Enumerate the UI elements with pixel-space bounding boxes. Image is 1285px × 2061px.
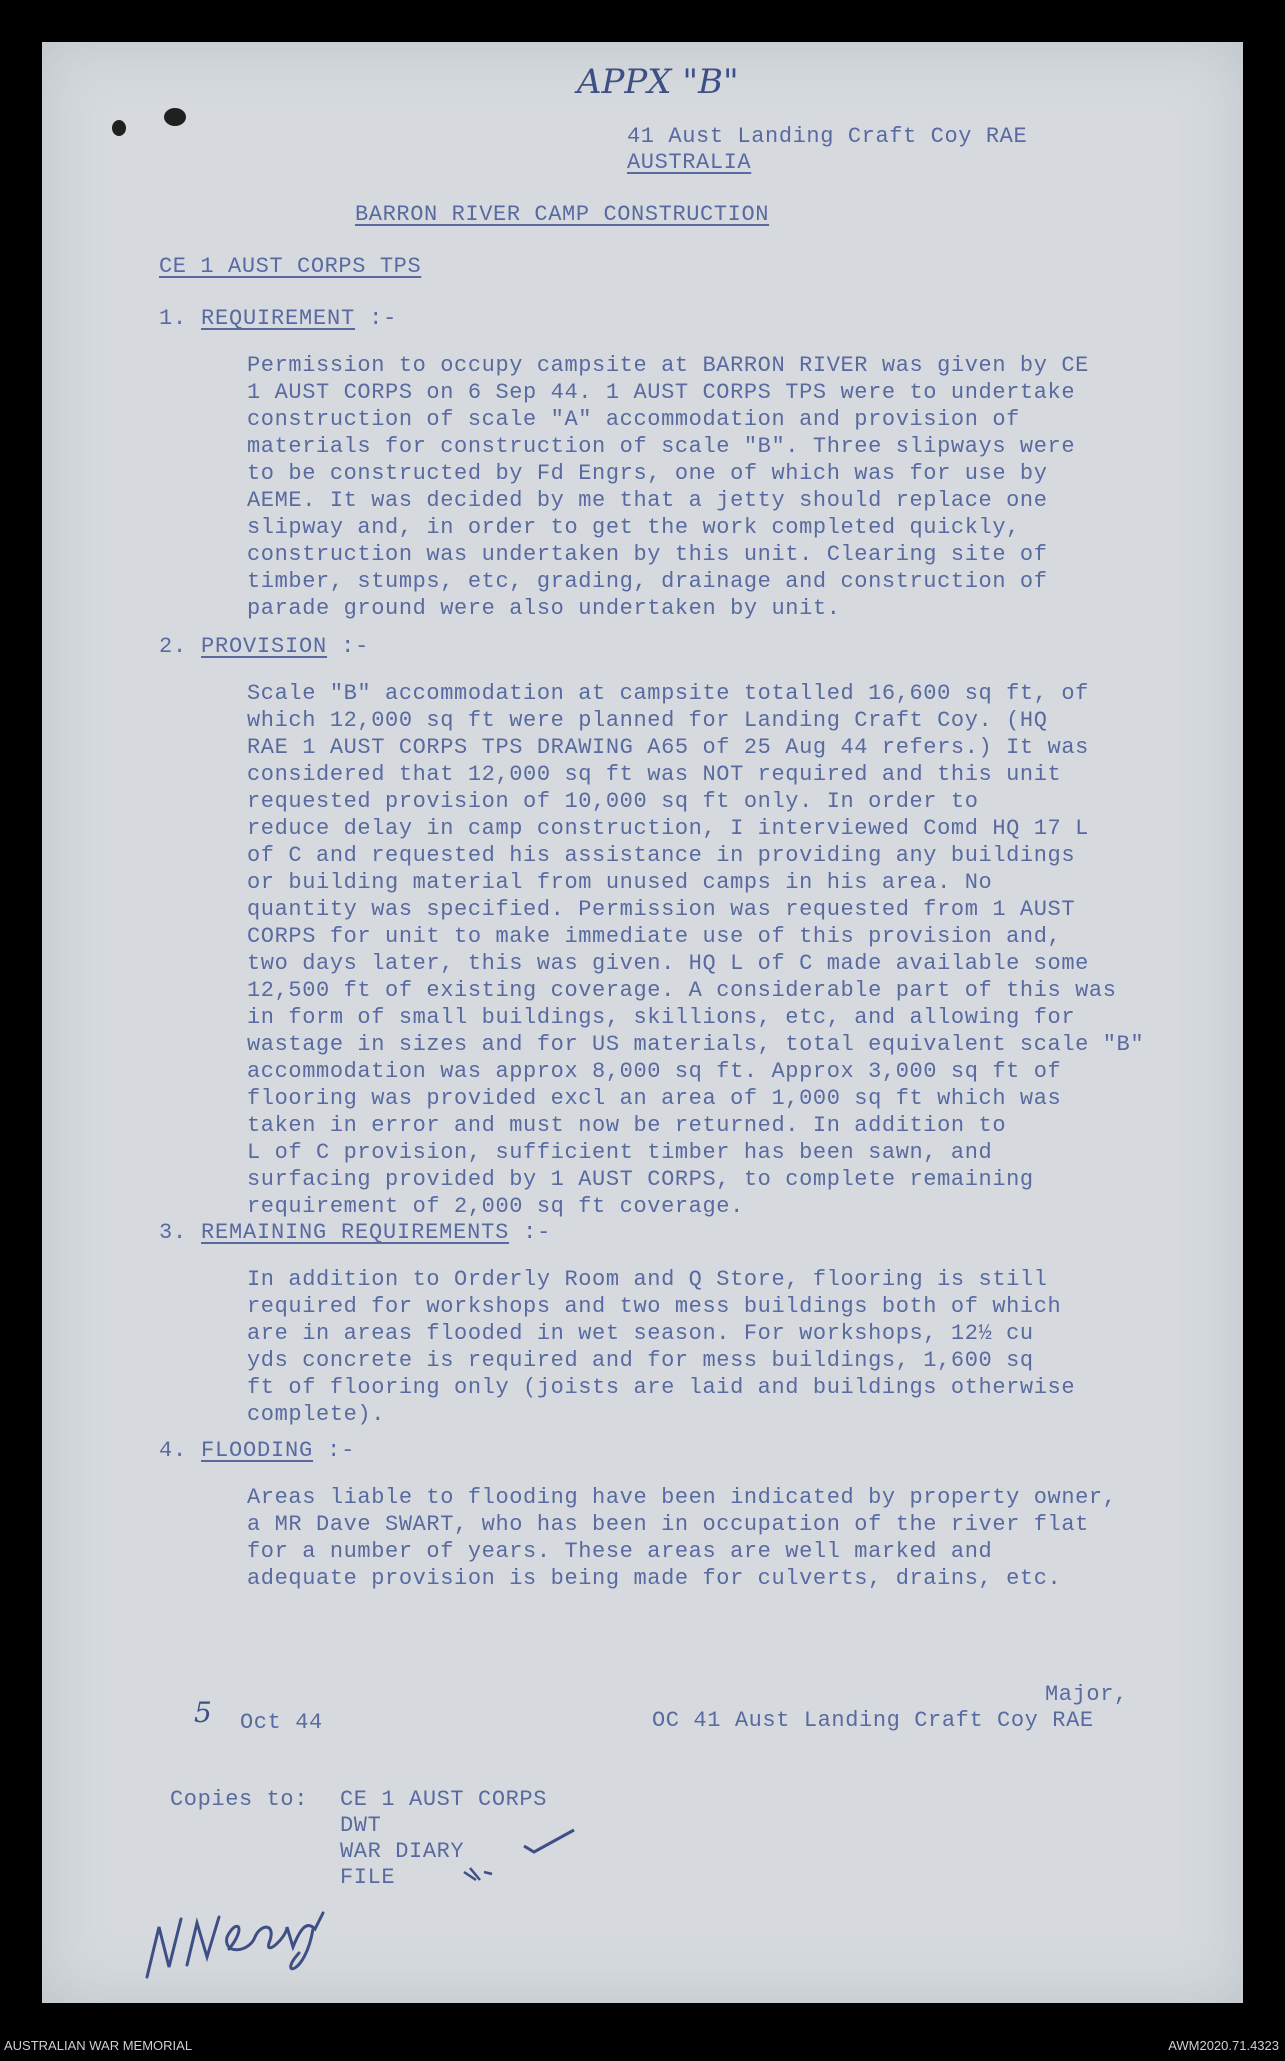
heading-suffix: :- (327, 634, 370, 659)
section-3-body: In addition to Orderly Room and Q Store, flooring is still required for workshops and two mess buildings both of which are in areas flooded in wet season. For workshops, 12½ cu yds concrete is required and for mess buildings, 1,600 sq ft of flooring only (joists are laid and buildings otherwise complete). (247, 1267, 1076, 1427)
section-number: 1. (159, 306, 188, 331)
heading-suffix: :- (509, 1220, 552, 1245)
copies-item: CE 1 AUST CORPS (340, 1787, 548, 1812)
punch-hole (164, 108, 186, 126)
copies-item: DWT (340, 1813, 382, 1838)
date-text: Oct 44 (240, 1710, 323, 1735)
section-heading-text: FLOODING (201, 1438, 314, 1463)
footer-archive-name: AUSTRALIAN WAR MEMORIAL (4, 2038, 193, 2053)
heading-suffix: :- (355, 306, 398, 331)
section-4-heading (159, 1438, 355, 1463)
section-1-heading (159, 306, 397, 331)
copies-item: WAR DIARY (340, 1839, 465, 1864)
handwritten-appendix-ref: APPX "B" (577, 62, 739, 102)
handwritten-tick-marks (462, 1812, 582, 1892)
section-number: 4. (159, 1438, 188, 1463)
ink-blot (112, 120, 126, 136)
handwritten-signature (137, 1857, 347, 1997)
addressee: CE 1 AUST CORPS TPS (159, 254, 422, 279)
document-page (42, 42, 1243, 2003)
signature-block: OC 41 Aust Landing Craft Coy RAE (652, 1708, 1094, 1733)
section-1-body: Permission to occupy campsite at BARRON RIVER was given by CE 1 AUST CORPS on 6 Sep 44. 1 AUST CORPS TPS were to undertake construction of scale "A" accommodation and provision of materials for construction of scale "B". Three slipways were to be constructed by Fd Engrs, one of which was for use by AEME. It was decided by me that a jetty should replace one slipway and, in order to get the work completed quickly, construction was undertaken by this unit. Clearing site of timber, stumps, etc, grading, drainage and construction of parade ground were also undertaken by unit. (247, 353, 1089, 621)
section-heading-text: REQUIREMENT (201, 306, 356, 331)
copies-label: Copies to: (170, 1787, 309, 1812)
section-3-heading (159, 1220, 551, 1245)
copies-item: FILE (340, 1865, 396, 1890)
section-heading-text: REMAINING REQUIREMENTS (201, 1220, 510, 1245)
document-title: BARRON RIVER CAMP CONSTRUCTION (355, 202, 770, 227)
unit-line-2: AUSTRALIA (627, 150, 752, 175)
unit-line-1: 41 Aust Landing Craft Coy RAE (627, 124, 1028, 149)
section-number: 3. (159, 1220, 188, 1245)
section-2-heading (159, 634, 369, 659)
heading-suffix: :- (313, 1438, 356, 1463)
section-2-body: Scale "B" accommodation at campsite totalled 16,600 sq ft, of which 12,000 sq ft were planned for Landing Craft Coy. (HQ RAE 1 AUST CORPS TPS DRAWING A65 of 25 Aug 44 refers.) It was considered that 12,000 sq ft was NOT required and this unit requested provision of 10,000 sq ft only. In order to reduce delay in camp construction, I interviewed Comd HQ 17 L of C and requested his assistance in providing any buildings or building material from unused camps in his area. No quantity was specified. Permission was requested from 1 AUST CORPS for unit to make immediate use of this provision and, two days later, this was given. HQ L of C made available some 12,500 ft of existing coverage. A considerable part of this was in form of small buildings, skillions, etc, and allowing for wastage in sizes and for US materials, total equivalent scale "B" accommodation was approx 8,000 sq ft. Approx 3,000 sq ft of flooring was provided excl an area of 1,000 sq ft which was taken in error and must now be returned. In addition to L of C provision, sufficient timber has been sawn, and surfacing provided by 1 AUST CORPS, to complete remaining requirement of 2,000 sq ft coverage. (247, 681, 1145, 1219)
signature-rank: Major, (1045, 1682, 1128, 1707)
date-day-handwritten: 5 (194, 1696, 212, 1729)
section-4-body: Areas liable to flooding have been indicated by property owner, a MR Dave SWART, who has been in occupation of the river flat for a number of years. These areas are well marked and adequate provision is being made for culverts, drains, etc. (247, 1485, 1117, 1591)
section-number: 2. (159, 634, 188, 659)
footer-item-id: AWM2020.71.4323 (1168, 2038, 1279, 2053)
section-heading-text: PROVISION (201, 634, 328, 659)
